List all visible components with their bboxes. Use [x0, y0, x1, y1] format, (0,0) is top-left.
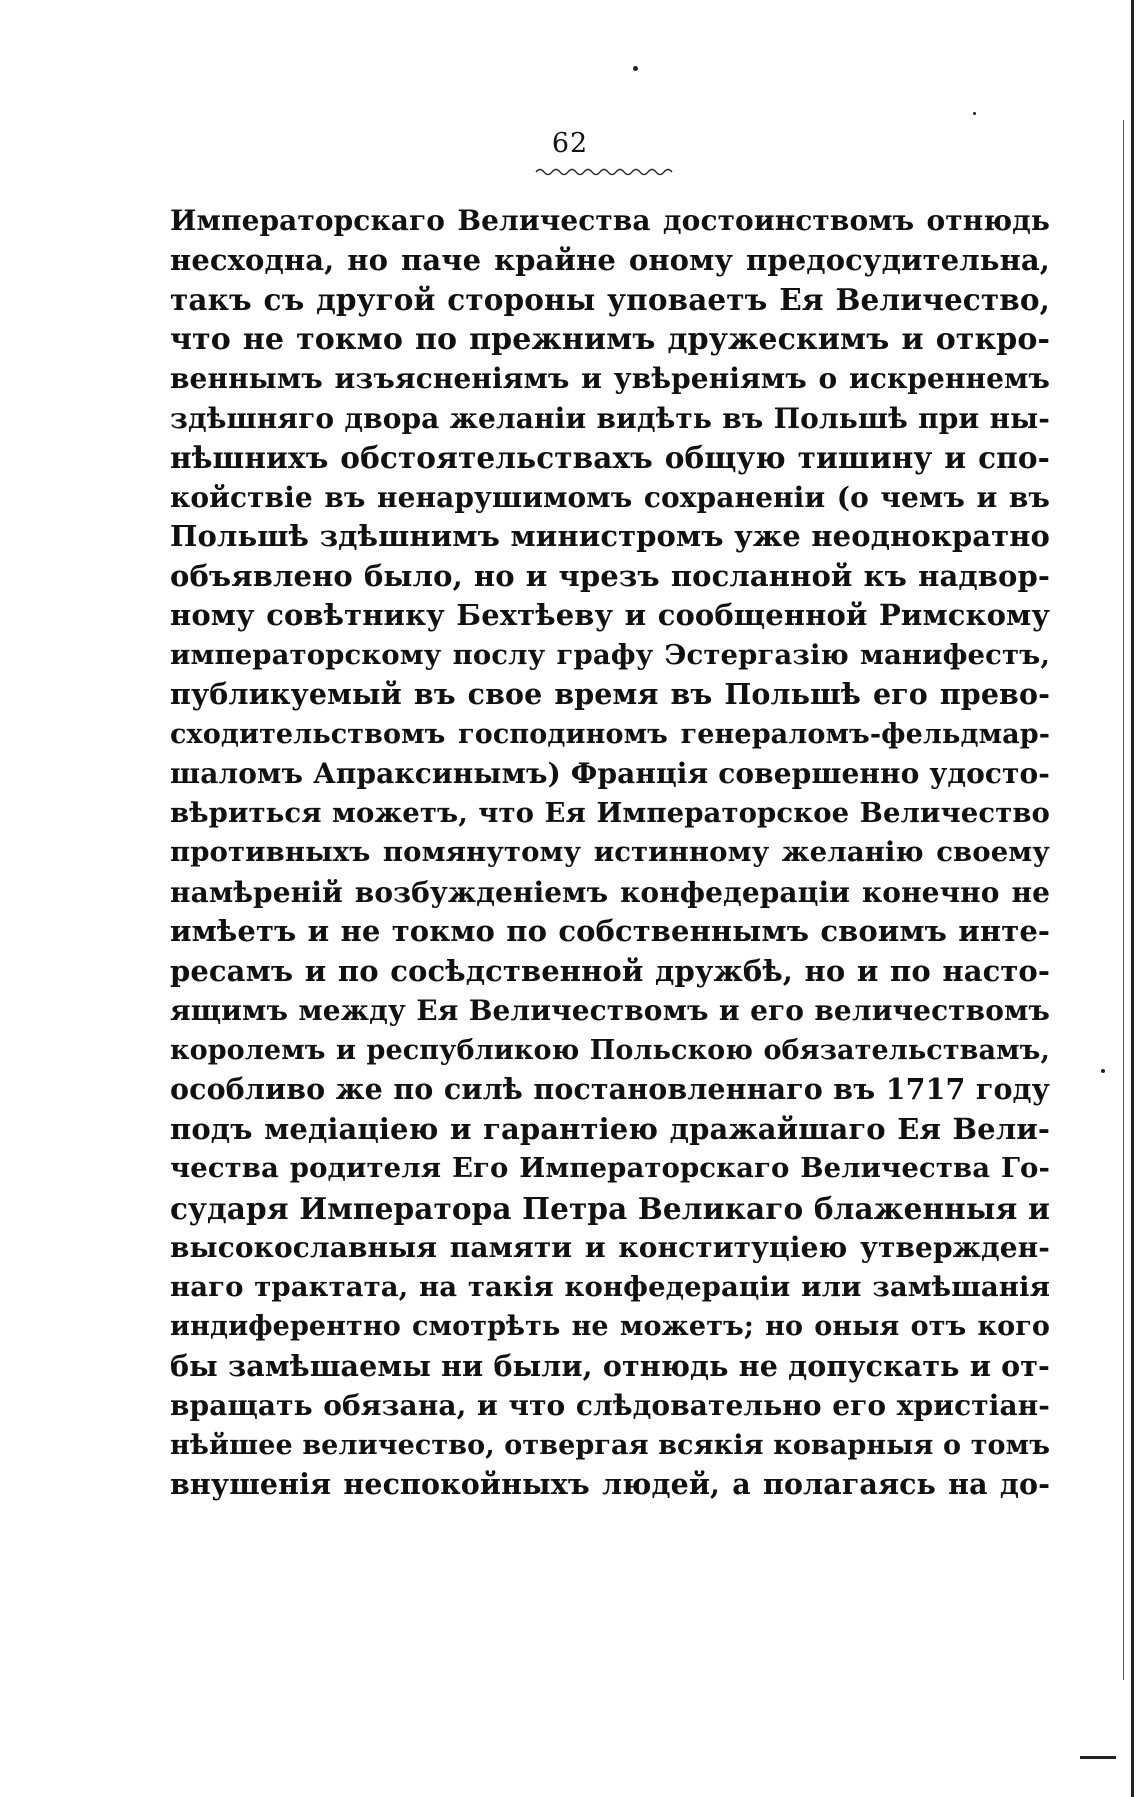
page-edge — [1131, 0, 1134, 1797]
page-number: 62 — [551, 128, 589, 159]
text-line: королемъ и республикою Польскою обязательствамъ, — [170, 1034, 1050, 1066]
text-line: особливо же по силѣ постановленнаго въ 1717 году — [170, 1072, 1050, 1106]
text-line: здѣшняго двора желаніи видѣть въ Польшѣ при ны- — [170, 401, 1050, 435]
page-edge-inner — [1123, 120, 1124, 1680]
text-line: Императорскаго Величества достоинствомъ отнюдь — [170, 204, 1050, 237]
text-line: наго трактата, на такія конфедераціи или замѣшанія — [170, 1270, 1050, 1303]
text-line: такъ съ другой стороны уповаетъ Ея Величество, — [170, 282, 1050, 317]
text-line: индиферентно смотрѣть не можетъ; но оныя отъ кого — [170, 1311, 1050, 1342]
text-line: нѣйшее величество, отвергая всякія коварныя о томъ — [170, 1429, 1050, 1461]
text-line: ресамъ и по сосѣдственной дружбѣ, но и по насто- — [170, 953, 1050, 988]
text-line: что не токмо по прежнимъ дружескимъ и откро- — [170, 321, 1050, 357]
text-line: подъ медіаціею и гарантіею дражайшаго Ея Вели- — [170, 1111, 1050, 1146]
text-line: имѣетъ и не токмо по собственнымъ своимъ инте- — [170, 914, 1050, 948]
text-line: ящимъ между Ея Величествомъ и его величествомъ — [170, 994, 1050, 1027]
text-line: императорскому послу графу Эстергазію манифестъ, — [170, 638, 1050, 671]
text-line: сударя Императора Петра Великаго блаженныя и — [170, 1190, 1050, 1226]
text-line: высокославныя памяти и конституціею утвержден- — [170, 1231, 1050, 1264]
text-line: внушенія неспокойныхъ людей, а полагаясь на до- — [170, 1467, 1050, 1501]
text-line: бы замѣшаемы ни были, отнюдь не допускать и от- — [170, 1348, 1050, 1383]
text-line: нѣшнихъ обстоятельствахъ общую тишину и спо- — [170, 440, 1050, 475]
text-line: чества родителя Его Императорскаго Величества Го- — [170, 1152, 1050, 1184]
body-text — [170, 201, 1050, 1505]
ink-speck — [973, 112, 976, 115]
text-line: веннымъ изъясненіямъ и увѣреніямъ о искреннемъ — [170, 362, 1050, 395]
text-line: публикуемый въ свое время въ Польшѣ его прево- — [170, 677, 1050, 711]
ink-speck — [1101, 1069, 1105, 1073]
text-line: противныхъ помянутому истинному желанію своему — [170, 836, 1050, 868]
text-line: ному совѣтнику Бехтѣеву и сообщенной Римскому — [170, 598, 1050, 632]
text-line: намѣреній возбужденіемъ конфедераціи конечно не — [170, 875, 1050, 909]
text-line: койствіе въ ненарушимомъ сохраненіи (о чемъ и въ — [170, 480, 1050, 514]
wavy-rule-ornament — [534, 166, 674, 178]
text-line: сходительствомъ господиномъ генераломъ-фельдмар- — [170, 718, 1050, 750]
text-line: Польшѣ здѣшнимъ министромъ уже неоднократно — [170, 519, 1050, 553]
page-corner-mark — [1080, 1756, 1116, 1759]
ink-speck — [633, 66, 638, 71]
text-line: несходна, но паче крайне оному предосудительна, — [170, 242, 1050, 277]
text-line: шаломъ Апраксинымъ) Франція совершенно удосто- — [170, 757, 1050, 790]
text-line: вѣриться можетъ, что Ея Императорское Величество — [170, 796, 1050, 829]
text-line: объявлено было, но и чрезъ посланной къ надвор- — [170, 558, 1050, 593]
text-line: вращать обязана, и что слѣдовательно его христіан- — [170, 1389, 1050, 1422]
